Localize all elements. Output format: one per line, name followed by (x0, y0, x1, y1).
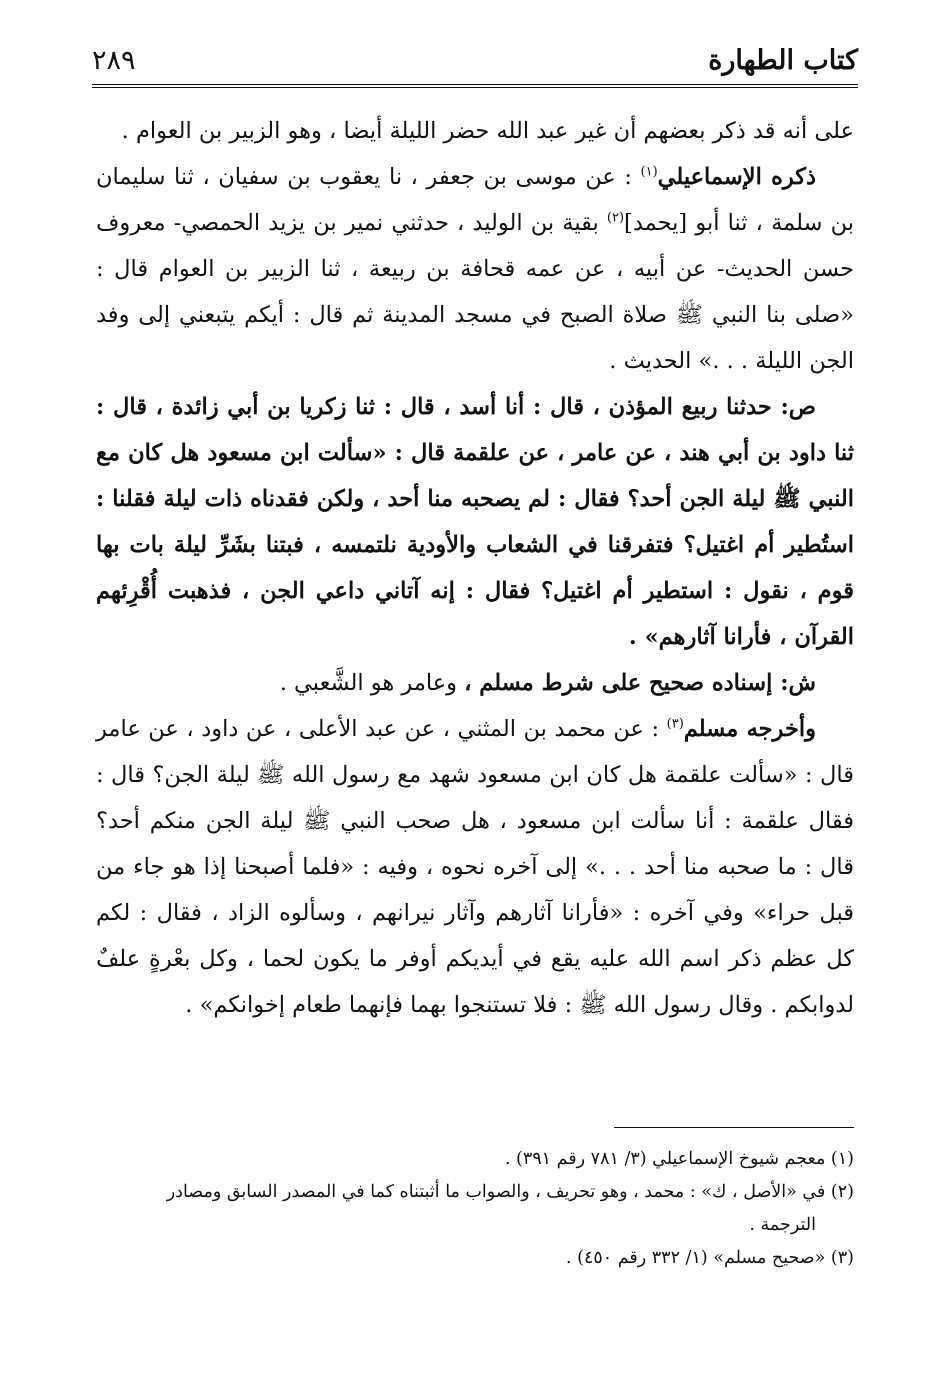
paragraph-3: ص: حدثنا ربيع المؤذن ، قال : أنا أسد ، قال : ثنا زكريا بن أبي زائدة ، قال : ثنا داود بن أبي هند ، عن عامر ، عن علقمة قال : «سألت ابن مسعود هل كان مع النبي ﷺ ليلة الجن أحد؟ فقال : لم يصحبه منا أحد ، ولكن فقدناه ذات ليلة فقلنا : استُطير أم اغتيل؟ فتفرقنا في الشعاب والأودية نلتمسه ، فبتنا بشَرِّ ليلة بات بها قوم ، نقول : استطير أم اغتيل؟ فقال : إنه آتاني داعي الجن ، فذهبت أُقْرِئهم القرآن ، فأرانا آثارهم» . (96, 394, 854, 650)
footnotes (96, 1143, 854, 1275)
footnote-separator (614, 1127, 854, 1128)
paragraph-5-lead: وأخرجه مسلم (683, 716, 816, 742)
paragraph-1: على أنه قد ذكر بعضهم أن غير عبد الله حضر الليلة أيضا ، وهو الزبير بن العوام . (121, 118, 854, 144)
footnote-3: (٣) «صحيح مسلم» (١/ ٣٣٢ رقم ٤٥٠) . (566, 1248, 854, 1268)
footnote-ref-1[interactable]: (١) (640, 164, 658, 180)
footnote-1: (١) معجم شيوخ الإسماعيلي (٣/ ٧٨١ رقم ٣٩١) . (504, 1149, 854, 1169)
paragraph-4-text: وعامر هو الشَّعبي . (279, 670, 465, 696)
paragraph-4 (96, 660, 854, 706)
footnote-2-continuation: الترجمة . (749, 1215, 816, 1235)
paragraph-2-text-a: : عن موسى بن جعفر ، نا يعقوب بن سفيان ، ثنا سليمان بن سلمة ، ثنا أبو [يحمد] (96, 164, 854, 236)
paragraph-2-text-b: بقية بن الوليد ، حدثني نمير بن يزيد الحمصي- معروف حسن الحديث- عن أبيه ، عن عمه قحافة بن ربيعة ، ثنا الزبير بن العوام قال : «صلى بنا النبي ﷺ صلاة الصبح في مسجد المدينة ثم قال : أيكم يتبعني إلى وفد الجن الليلة . . .» الحديث . (96, 210, 854, 374)
book-title: كتاب الطهارة (708, 45, 858, 76)
paragraph-2 (96, 154, 854, 384)
main-text (96, 108, 854, 1028)
page-number: ٢٨٩ (92, 45, 136, 76)
paragraph-5-text: : عن محمد بن المثني ، عن عبد الأعلى ، عن داود ، عن عامر قال : «سألت علقمة هل كان ابن مسعود شهد مع رسول الله ﷺ ليلة الجن؟ قال : فقال علقمة : أنا سألت ابن مسعود ، هل صحب النبي ﷺ ليلة الجن منكم أحد؟ قال : ما صحبه منا أحد . . .» إلى آخره نحوه ، وفيه : «فلما أصبحنا إذا هو جاء من قبل حراء» وفي آخره : «فأرانا آثارهم وآثار نيرانهم ، وسألوه الزاد ، فقال : لكم كل عظم ذكر اسم الله عليه يقع في أيديكم أوفر ما يكون لحما ، وكل بعْرةٍ علفٌ لدوابكم . وقال رسول الله ﷺ : فلا تستنجوا بهما فإنهما طعام إخوانكم» . (96, 716, 854, 1018)
paragraph-2-lead: ذكره الإسماعيلي (657, 164, 817, 190)
page-header (92, 30, 858, 88)
footnote-2: (٢) في «الأصل ، ك» : محمد ، وهو تحريف ، والصواب ما أثبتناه كما في المصدر السابق ومصادر (166, 1182, 854, 1202)
footnote-ref-2[interactable]: (٢) (606, 210, 625, 226)
paragraph-5 (96, 706, 854, 1028)
paragraph-4-lead: ش: إسناده صحيح على شرط مسلم ، (464, 670, 816, 696)
footnote-ref-3[interactable]: (٣) (666, 716, 684, 732)
